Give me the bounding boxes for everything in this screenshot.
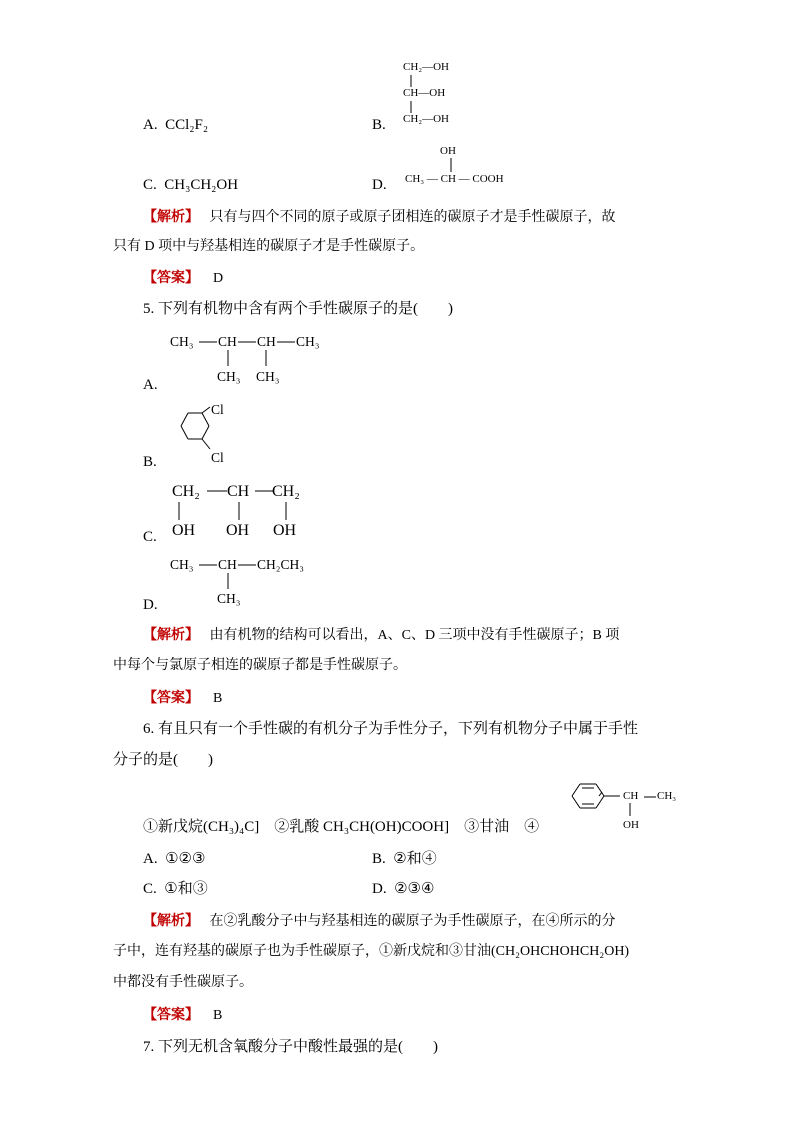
q6-option-a-text: ①②③ bbox=[165, 851, 206, 867]
q5-stem: 5. 下列有机物中含有两个手性碳原子的是( ) bbox=[143, 301, 453, 317]
q4-b-bonds bbox=[400, 60, 420, 120]
q7-stem: 7. 下列无机含氧酸分子中酸性最强的是( ) bbox=[143, 1039, 438, 1055]
q6-analysis-text-1: 在②乳酸分子中与羟基相连的碳原子为手性碳原子，在④所示的分 bbox=[209, 914, 616, 929]
q4-option-b-label: B. bbox=[372, 117, 386, 133]
q6-answer bbox=[143, 1005, 222, 1026]
q5-analysis-text-1: 由有机物的结构可以看出，A、C、D 三项中没有手性碳原子；B 项 bbox=[209, 628, 620, 643]
q6-struct-ch3: CH₃ bbox=[657, 790, 677, 802]
q6-benzene-ring bbox=[562, 780, 622, 820]
q5-a-bonds bbox=[160, 330, 360, 370]
q5-option-a-label: A. bbox=[143, 377, 158, 393]
q4-option-a-label: A. bbox=[143, 117, 158, 133]
q5-option-d-label: D. bbox=[143, 597, 158, 613]
q4-option-c-label: C. bbox=[143, 177, 157, 193]
q5-a-atom-4: CH₃ bbox=[296, 334, 320, 349]
q6-answer-value: B bbox=[213, 1008, 223, 1023]
q5-a-sub-1: CH₃ bbox=[217, 369, 241, 384]
q6-items: ①新戊烷(CH₃)₄C] ②乳酸 CH₃CH(OH)COOH] ③甘油 ④ bbox=[143, 819, 540, 835]
q5-a-sub-2: CH₃ bbox=[256, 369, 280, 384]
q6-stem-2: 分子的是( ) bbox=[113, 752, 213, 768]
q5-c-oh-2: OH bbox=[226, 522, 250, 539]
q6-analysis-text-2: 子中，连有羟基的碳原子也为手性碳原子，①新戊烷和③甘油(CH₂OHCHOHCH₂OH) bbox=[113, 944, 630, 959]
q6-struct-oh: OH bbox=[623, 819, 639, 831]
q5-c-oh-3: OH bbox=[273, 522, 297, 539]
q4-analysis-text-2: 只有 D 项中与羟基相连的碳原子才是手性碳原子。 bbox=[113, 239, 425, 254]
q5-analysis-line1 bbox=[143, 625, 619, 646]
q5-d-sub: CH₃ bbox=[217, 591, 241, 606]
q6-stem-1: 6. 有且只有一个手性碳的有机分子为手性分子，下列有机物分子中属于手性 bbox=[143, 721, 639, 737]
q5-answer-value: B bbox=[213, 691, 223, 706]
q4-d-chain: CH₃ — CH — COOH bbox=[405, 173, 504, 185]
q4-option-a bbox=[143, 115, 208, 135]
q4-option-d-label: D. bbox=[372, 177, 387, 193]
q4-answer bbox=[143, 268, 223, 289]
q6-option-c bbox=[143, 879, 208, 899]
q6-option-d bbox=[372, 879, 434, 899]
q5-c-oh-1: OH bbox=[172, 522, 196, 539]
q6-option-c-label: C. bbox=[143, 881, 157, 897]
q4-analysis-tag: 【解析】 bbox=[143, 209, 199, 225]
q5-c-atom-2: CH bbox=[227, 483, 250, 500]
q5-d-atom-3: CH₂CH₃ bbox=[257, 557, 304, 572]
q5-answer-tag: 【答案】 bbox=[143, 690, 199, 706]
q5-answer bbox=[143, 688, 222, 709]
q5-d-atom-1: CH₃ bbox=[170, 557, 194, 572]
q5-a-atom-2: CH bbox=[218, 334, 237, 349]
q5-b-cl-1: Cl bbox=[211, 402, 224, 417]
q6-option-a bbox=[143, 849, 205, 869]
q5-option-b-label: B. bbox=[143, 454, 157, 470]
q5-a-atom-1: CH₃ bbox=[170, 334, 194, 349]
q4-option-c-formula: CH₃CH₂OH bbox=[164, 177, 239, 193]
q5-d-bonds bbox=[160, 553, 280, 593]
q5-b-cl-2: Cl bbox=[211, 450, 224, 465]
q6-analysis-text-3: 中都没有手性碳原子。 bbox=[113, 975, 253, 990]
q5-analysis-tag: 【解析】 bbox=[143, 627, 199, 643]
q5-analysis-text-2: 中每个与氯原子相连的碳原子都是手性碳原子。 bbox=[113, 658, 407, 673]
q6-option-b bbox=[372, 849, 437, 869]
q6-option-d-text: ②③④ bbox=[394, 881, 435, 897]
q5-a-atom-3: CH bbox=[257, 334, 276, 349]
q6-option-d-label: D. bbox=[372, 881, 387, 897]
q6-analysis-tag: 【解析】 bbox=[143, 913, 199, 929]
q4-b-atom-1: CH₂—OH bbox=[403, 61, 450, 73]
q4-d-bond bbox=[446, 158, 456, 178]
q5-d-atom-2: CH bbox=[218, 557, 237, 572]
q4-analysis-text-1: 只有与四个不同的原子或原子团相连的碳原子才是手性碳原子，故 bbox=[209, 210, 616, 225]
q6-option-b-text: ②和④ bbox=[393, 851, 437, 867]
q4-option-a-formula: CCl₂F₂ bbox=[165, 117, 209, 133]
q6-option-c-text: ①和③ bbox=[164, 881, 208, 897]
q6-option-b-label: B. bbox=[372, 851, 386, 867]
q4-answer-tag: 【答案】 bbox=[143, 270, 199, 286]
q5-c-atom-3: CH₂ bbox=[272, 483, 300, 500]
q4-option-c bbox=[143, 175, 238, 195]
q4-b-atom-3: CH₂—OH bbox=[403, 113, 450, 125]
q5-c-atom-1: CH₂ bbox=[172, 483, 200, 500]
q5-c-bonds bbox=[165, 480, 325, 530]
q4-analysis-line1 bbox=[143, 207, 616, 228]
q6-struct-ch: CH bbox=[623, 790, 639, 802]
q6-option-a-label: A. bbox=[143, 851, 158, 867]
q4-d-oh: OH bbox=[440, 145, 456, 157]
q5-option-c-label: C. bbox=[143, 529, 157, 545]
q4-b-atom-2: CH—OH bbox=[403, 87, 446, 99]
q4-answer-value: D bbox=[213, 271, 224, 286]
q6-answer-tag: 【答案】 bbox=[143, 1007, 199, 1023]
q6-analysis-line1 bbox=[143, 911, 616, 932]
